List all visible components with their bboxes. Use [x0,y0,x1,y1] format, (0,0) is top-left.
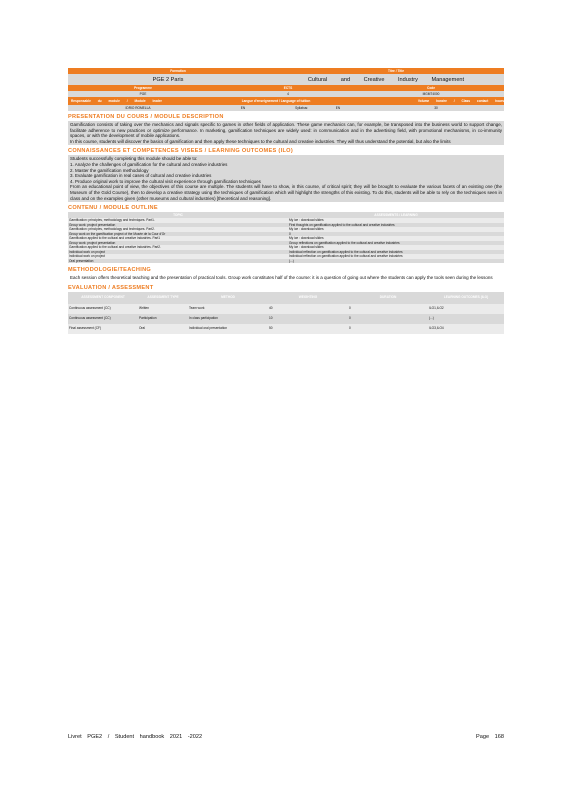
ects-label: ECTS [283,86,293,90]
table-header-row [68,292,504,304]
method-cell: In class participation [188,314,268,324]
footer-handbook-label: Livret PGE2 / Student handbook 2021 -2022 [68,734,203,740]
topic-cell: Gamification: principles, methodology and techniques. Part1. [68,218,288,223]
volume-label: Volume horaire / Class contact hours [417,99,504,103]
duration-cell: 0 [348,314,428,324]
weighting-cell: 10 [268,314,348,324]
assessment-cell: 0 [288,232,504,237]
ilo-item: 2. Master the gamification methodology [70,167,149,173]
ilo-header: LEARNING OUTCOMES (ILO) [428,292,504,304]
header-labels-row-3 [68,97,504,105]
learning-outcomes-heading: CONNAISSANCES ET COMPETENCES VISEES / LEARNING OUTCOMES (ILO) [68,148,293,155]
ilo-item: 4. Produce original work to improve the cultural visit experience through gamification techniques [70,178,261,184]
learning-outcomes-text [68,155,504,202]
weighting-cell: 40 [268,304,348,314]
course-title: Cultural and Creative Industry Management [307,76,465,83]
component-cell: Continuous assessment (CC) [68,304,138,314]
type-cell: Participation [138,314,188,324]
responsible-value: IDRIO ROMELLA [125,106,151,110]
duration-cell: 0 [348,304,428,314]
method-cell: Individual oral presentation [188,324,268,334]
ilo-intro: Students successfully completing this module should be able to: [70,156,198,162]
component-header: ASSESSMENT COMPONENT [68,292,138,304]
topic-cell: Oral presentation [68,259,288,264]
syllabus-page [68,68,504,334]
module-outline-table [68,212,504,263]
presentation-paragraph-1: Gamification consists of taking over the mechanics and signals specific to games in other fields of application. These game mechanics can, for example, be transposed into the business world to support change, facilitate adherence to new practices or optimize performance. In marketing, gamification techniques are widely used: in communication and in the advertising field, with promotional mechanisms, in co-immunity spaces, or with the development of mobile applications. [70,122,502,139]
methodology-text: Each session offers theoretical teaching and the presentation of practical tools. Group work constitutes half of the course: it is a question of going out where the students can apply the tools seen during the lessons [68,274,504,282]
assessment-cell: Group reflections on gamification applied to the cultural and creative industries [288,241,504,246]
footer-page-number: Page 168 [476,734,504,740]
title-label: Titre / Title [387,69,404,73]
header-values-row-1 [68,74,504,85]
method-header: METHOD [188,292,268,304]
syllabus-label: Syllabus: [295,106,308,110]
evaluation-table [68,292,504,334]
code-label: Code [427,86,435,90]
topic-cell: Gamification: principles, methodology and techniques. Part2. [68,227,288,232]
duration-cell: 0 [348,324,428,334]
formation-label: Formation [170,69,186,73]
method-cell: Team work [188,304,268,314]
topic-cell: Individual work on project [68,250,288,255]
topic-cell: Gamification applied to the cultural and creative industries. Part2. [68,245,288,250]
topic-header: TOPIC [68,212,288,218]
ilo-item: 3. Evaluate gamification in real cases of cultural and creative industries [70,173,212,179]
topic-cell: Group work: project presentation [68,223,288,228]
ilo-cell: (...) [428,314,504,324]
component-cell: Continuous assessment (CC) [68,314,138,324]
language-value: EN [240,106,246,110]
ilo-paragraph: From an educational point of view, the objectives of this course are multiple. The students will have to show, in this course, of critical spirit; they will be brought to evaluate the various facets of an existing one (the Museum of the Gold Course), then to develop a creative strategy using the techniques of gamification which will highlight the strengths of this existing. To do this, students will be able to rely on the techniques seen in class and on the examples given (other museums and cultural industries) [theoretical and reasoning]. [70,184,502,201]
type-cell: Oral [138,324,188,334]
assessments-header: ASSESSMENTS / LEARNING [288,212,504,218]
syllabus-value: EN [335,106,341,110]
module-outline-heading: CONTENU / MODULE OUTLINE [68,205,158,212]
hours-value: 30 [434,106,438,110]
ects-value: 4 [287,92,289,96]
evaluation-heading: EVALUATION / ASSESSMENT [68,284,154,291]
assessment-cell: Individual reflection on gamification applied to the cultural and creative industries [288,250,504,255]
assessment-cell: First thoughts on gamification applied to the cultural and creative industries [288,223,504,228]
presentation-text [68,121,504,145]
code-value: MGMT4000 [422,92,440,96]
type-header: ASSESSMENT TYPE [138,292,188,304]
header-values-row-3 [68,105,504,111]
formation-value: PGE 2 Paris [152,76,184,83]
language-label: Langue d'enseignement / Language of tuition [241,99,311,103]
assessment-cell: My ice : download slides [288,236,504,241]
programme-value: PGE [139,92,147,96]
weighting-header: WEIGHTING [268,292,348,304]
component-cell: Final assessment (CF) [68,324,138,334]
presentation-paragraph-2: In this course, students will discover the basics of gamification and then apply these techniques to the cultural and creative industries. They will thus understand the potential, but also the limits [70,138,451,144]
assessment-cell: Individual reflection on gamification applied to the cultural and creative industries [288,254,504,259]
duration-header: DURATION [348,292,428,304]
weighting-cell: 50 [268,324,348,334]
assessment-cell: My ice : download slides [288,227,504,232]
table-row [68,314,504,324]
responsible-label: Responsable du module / Module leader [71,99,162,103]
ilo-cell: ILO1,ILO2 [428,304,504,314]
table-row [68,324,504,334]
topic-cell: Individual work on project [68,254,288,259]
table-row [68,304,504,314]
type-cell: Written [138,304,188,314]
topic-cell: Gamification applied to the cultural and creative industries. Part1 [68,236,288,241]
ilo-item: 1. Analyze the challenges of gamification for the cultural and creative industries [70,161,228,167]
topic-cell: Group work: project presentation [68,241,288,246]
topic-cell: Group work on the gamification project of the Musée de la Cour d'Or [68,232,288,237]
methodology-heading: METHODOLOGIE/TEACHING [68,267,152,274]
programme-label: Programme [134,86,152,90]
assessment-cell: My ice : download slides [288,245,504,250]
page-footer [68,734,504,740]
presentation-heading: PRESENTATION DU COURS / MODULE DESCRIPTION [68,114,224,120]
assessment-cell: (...) [288,259,504,264]
ilo-cell: ILO3,ILO4 [428,324,504,334]
table-row [68,259,504,264]
assessment-cell: My ice : download slides [288,218,504,223]
